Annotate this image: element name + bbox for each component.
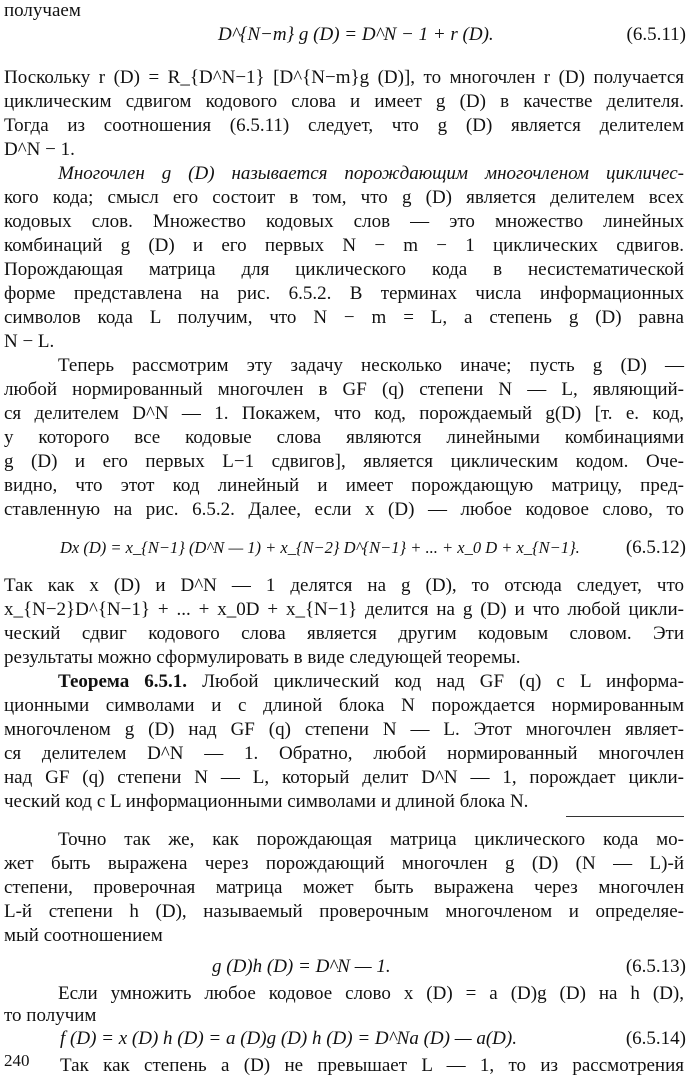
text-line: Теперь рассмотрим эту задачу несколько иначе; пусть g (D) — xyxy=(58,355,684,376)
text-line: циклическим сдвигом кодового слова и имеет g (D) в качестве делителя. xyxy=(4,91,684,112)
text-line: g (D) и его первых L−1 сдвигов], является циклическим кодом. Оче- xyxy=(4,451,684,472)
text-line: Так как x (D) и D^N — 1 делятся на g (D), то отсюда следует, что xyxy=(4,575,684,596)
text-line: ставленную на рис. 6.5.2. Далее, если x (D) — любое кодовое слово, то xyxy=(4,499,684,520)
text-line: у которого все кодовые слова являются линейными комбинациями xyxy=(4,427,684,448)
text-line: Точно так же, как порождающая матрица циклического кода мо- xyxy=(58,829,684,850)
text-line: то получим xyxy=(4,1005,97,1026)
text-line: символов кода L получим, что N − m = L, а степень g (D) равна xyxy=(4,307,684,328)
text-line: многочленом g (D) над GF (q) степени N — L. Этот многочлен являет- xyxy=(4,719,684,740)
text-line: L-й степени h (D), называемый проверочным многочленом и определяе- xyxy=(4,901,684,922)
text-line: кодовых слов. Множество кодовых слов — это множество линейных xyxy=(4,211,684,232)
text-line: ционными символами и с длиной блока N порождается нормированным xyxy=(4,695,684,716)
text-line: результаты можно сформулировать в виде следующей теоремы. xyxy=(4,647,521,668)
equation: Dx (D) = x_{N−1} (D^N — 1) + x_{N−2} D^{N−1} + ... + x_0 D + x_{N−1}. xyxy=(60,538,580,557)
equation: D^{N−m} g (D) = D^N − 1 + r (D). xyxy=(218,24,494,45)
text-line: получаем xyxy=(4,0,81,21)
text-line: комбинаций g (D) и его первых N − m − 1 циклических сдвигов. xyxy=(4,235,684,256)
theorem-label: Теорема 6.5.1. xyxy=(58,671,188,692)
text-line: ческий код с L информационными символами и длиной блока N. xyxy=(4,791,529,812)
end-of-theorem-rule xyxy=(566,816,684,817)
text-line: над GF (q) степени N — L, который делит D^N — 1, порождает цикли- xyxy=(4,767,684,788)
text-line: жет быть выражена через порождающий многочлен g (D) (N — L)-й xyxy=(4,853,684,874)
text-line: ческий сдвиг кодового слова является другим кодовым словом. Эти xyxy=(4,623,684,644)
text-line: Порождающая матрица для циклического кода в несистематической xyxy=(4,259,684,280)
equation: g (D)h (D) = D^N — 1. xyxy=(212,956,391,977)
equation-number: (6.5.13) xyxy=(625,956,686,977)
equation-number: (6.5.12) xyxy=(625,537,686,558)
equation-number: (6.5.11) xyxy=(626,24,686,45)
theorem-heading-line: Теорема 6.5.1. Любой циклический код над GF (q) с L информа- xyxy=(58,671,684,692)
text-line: ся делителем D^N — 1. Покажем, что код, порождаемый g(D) [т. е. код, xyxy=(4,403,684,424)
text-line: Тогда из соотношения (6.5.11) следует, что g (D) является делителем xyxy=(4,115,684,136)
equation: f (D) = x (D) h (D) = a (D)g (D) h (D) = D^Na (D) — a(D). xyxy=(60,1028,517,1049)
text-line: Так как степень a (D) не превышает L — 1, то из рассмотрения xyxy=(60,1055,684,1076)
text-line: любой нормированный многочлен в GF (q) степени N — L, являющий- xyxy=(4,379,684,400)
text-line: мый соотношением xyxy=(4,925,163,946)
text-line: x_{N−2}D^{N−1} + ... + x_0D + x_{N−1} делится на g (D) и что любой цикли- xyxy=(4,599,684,620)
page-number: 240 xyxy=(4,1051,30,1070)
text-line: степени, проверочная матрица может быть выражена через многочлен xyxy=(4,877,684,898)
text-line: Если умножить любое кодовое слово x (D) = a (D)g (D) на h (D), xyxy=(58,983,684,1004)
text-line: ся делителем D^N — 1. Обратно, любой нормированный многочлен xyxy=(4,743,684,764)
text-line: Поскольку r (D) = R_{D^N−1} [D^{N−m}g (D)], то многочлен r (D) получается xyxy=(4,67,684,88)
text-line: видно, что этот код линейный и имеет порождающую матрицу, пред- xyxy=(4,475,684,496)
equation-number: (6.5.14) xyxy=(625,1028,686,1049)
text-line: кого кода; смысл его состоит в том, что g (D) является делителем всех xyxy=(4,187,684,208)
text-line: Многочлен g (D) называется порождающим многочленом цикличес- xyxy=(58,163,684,184)
text-line: форме представлена на рис. 6.5.2. В терминах числа информационных xyxy=(4,283,684,304)
text-line: N − L. xyxy=(4,331,55,352)
text-line: D^N − 1. xyxy=(4,139,75,160)
